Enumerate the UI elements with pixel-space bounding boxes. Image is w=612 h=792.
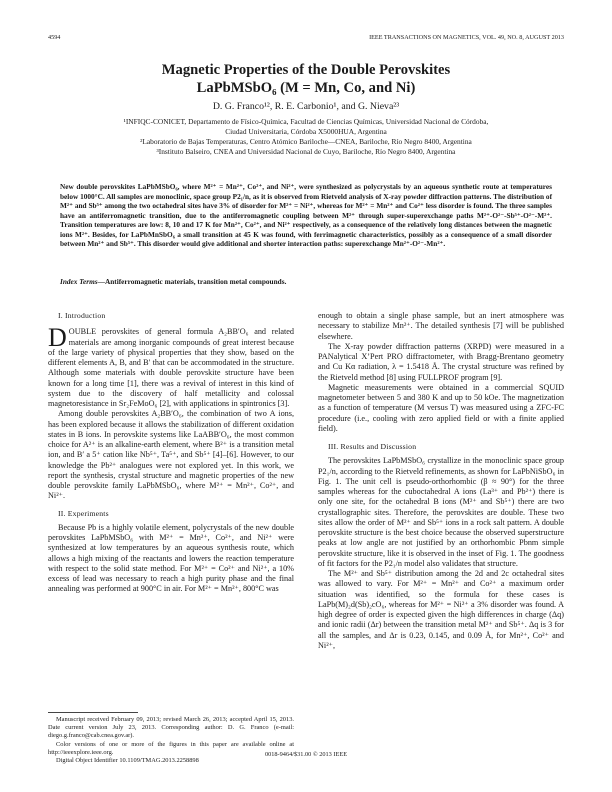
right-column <box>318 311 564 651</box>
footnote-color: Color versions of one or more of the figures in this paper are available online at http://ieeexplore.ieee.org. <box>48 740 294 756</box>
section-heading-introduction: I. Introduction <box>58 311 106 320</box>
affiliation-1-cont: Ciudad Universitaria, Córdoba X5000HUA, Argentina <box>225 127 387 136</box>
experiments-paragraph-2: enough to obtain a single phase sample, but an inert atmosphere was necessary to stabilize Mn²⁺. The detailed synthesis [7] will be published elsewhere. <box>318 311 564 341</box>
running-header: IEEE TRANSACTIONS ON MAGNETICS, VOL. 49, NO. 8, AUGUST 2013 <box>369 34 564 41</box>
index-terms-text: —Antiferromagnetic materials, transition metal compounds. <box>97 277 287 286</box>
results-paragraph-2: The M²⁺ and Sb⁵⁺ distribution among the 2d and 2c octahedral sites was allowed to vary. For M²⁺ = Mn²⁺ and Co²⁺ a maximum order situation was identified, so the formula for these cases is LaPb(M)₂d(Sb)₂cO₆, whereas for M²⁺ = Ni²⁺ a 3% disorder was found. A high degree of order is expected given the high differences in charge (Δq) and ionic radii (Δr) between the transition metal M²⁺ and Sb⁵⁺. Δq is 3 for all the samples, and Δr is 0.23, 0.145, and 0.09 Å, for Mn²⁺, Co²⁺ and Ni²⁺, <box>318 569 564 650</box>
left-column <box>48 311 294 595</box>
footnote-manuscript: Manuscript received February 09, 2013; revised March 26, 2013; accepted April 15, 2013. Date current version July 23, 2013. Corresponding author: D. G. Franco (e-mail: diego.g.franco@cab.cnea.gov.ar). <box>48 716 294 740</box>
drop-cap: D <box>48 323 67 353</box>
affiliation-1: ¹INFIQC-CONICET, Departamento de Físico-Química, Facultad de Ciencias Químicas, Universidad Nacional de Córdoba, <box>123 117 489 126</box>
page-number: 4594 <box>48 34 61 41</box>
results-paragraph-1: The perovskites LaPbMSbO₆ crystallize in the monoclinic space group P2₁/n, according to the Rietveld refinements, as shown for LaPbNiSbO₆ in Fig. 1. The unit cell is pseudo-orthorhombic (β ≈ 90°) for the three samples whereas for the cuboctahedral A ions (La³⁺ and Pb²⁺) there is only one site, for the octahedral B ions (M²⁺ and Sb⁵⁺) there are two crystallographic sites. Therefore, the perovskites are double. These two sites allow the order of M²⁺ and Sb⁵⁺ ions in a rock salt pattern. A double perovskite structure is the best choice because the observed superstructure peaks at low angle are not justified by an orthorhombic Pbnm simple perovskite structure, like it is observed in the inset of Fig. 1. The goodness of fit factors for the P2₁/n model also validates that structure. <box>318 456 564 568</box>
abstract: New double perovskites LaPbMSbO₆, where M²⁺ = Mn²⁺, Co²⁺, and Ni²⁺, were synthesized as polycrystals by an aqueous synthetic route at temperatures below 1000°C. All samples are monoclinic, space group P2₁/n, as it is observed from Rietveld analysis of X-ray powder diffraction patterns. The distribution of M²⁺ and Sb⁵⁺ among the two octahedral sites have 3% of disorder for M²⁺ = Ni²⁺, whereas for M²⁺ = Mn²⁺ and Co²⁺ less disorder is found. The three samples have an antiferromagnetic transition, due to the antiferromagnetic coupling between M²⁺ through super-superexchange paths M²⁺-O²⁻-Sb⁵⁺-O²⁻-M²⁺. Transition temperatures are low: 8, 10 and 17 K for Mn²⁺, Co²⁺, and Ni²⁺ respectively, as a consequence of the relatively long distances between the magnetic ions M²⁺. Besides, for LaPbMnSbO₆ a small transition at 45 K was found, with ferrimagnetic characteristics, possibly as a consequence of a small disorder between Mn²⁺ and Sb⁵⁺. This disorder would give additional and shorter interaction paths: superexchange Mn²⁺-O²⁻-Mn²⁺. <box>60 182 552 248</box>
section-heading-experiments: II. Experiments <box>58 508 109 518</box>
footnote-rule <box>48 712 138 713</box>
experiments-paragraph-1: Because Pb is a highly volatile element, polycrystals of the new double perovskites LaPbMSbO₆ with M²⁺ = Mn²⁺, Co²⁺, and Ni²⁺ were synthesized at low temperatures by an aqueous synthesis route, which allows a high mixing of the reactants and lowers the reaction temperature with respect to the solid state method. For M²⁺ = Co²⁺ and Ni²⁺, a 10% excess of lead was necessary to reach a high purity phase and the final annealing was performed at 900°C in air. For M²⁺ = Mn²⁺, 800°C was <box>48 522 294 594</box>
experiments-paragraph-4: Magnetic measurements were obtained in a commercial SQUID magnetometer between 5 and 380 K and up to 50 kOe. The magnetization as a function of temperature (M versus T) was measured using a ZFC-FC procedure (i.e., cooling with zero applied field or with a finite applied field). <box>318 382 564 433</box>
section-heading-results: III. Results and Discussion <box>328 442 417 451</box>
intro-paragraph-2: Among double perovskites A₂BB′O₆, the combination of two A ions, has been explored because it allows the stabilization of different oxidation states in B ions. In perovskite systems like LaABB′O₆, the most common choice for A²⁺ is an alkaline-earth element, where B²⁺ is a transition metal ion, and B′ a 5⁺ cation like Nb⁵⁺, Ta⁵⁺, and Sb⁵⁺ [4]–[6]. However, to our knowledge the Pb²⁺ analogues were not explored yet. In this work, we report the synthesis, crystal structure and magnetic properties of the new double perovskite family LaPbMSbO₆, where M²⁺ = Mn²⁺, Co²⁺, and Ni²⁺. <box>48 409 294 501</box>
index-terms-label: Index Terms <box>60 277 98 286</box>
paper-title-line2: LaPbMSbO₆ (M = Mn, Co, and Ni) <box>196 80 416 96</box>
intro-paragraph-1-text: OUBLE perovskites of general formula A₂BB′O₆ and related materials are among inorganic compounds of great interest because of the large variety of physical properties that they show, based on the different elements A, B, and B′ that can be accommodated in the structure. Although some materials with double perovskite structure have been known for a long time [1], there was a revival of interest in this kind of system due to the discovery of half metallicity and colossal magnetoresistance in Sr₂FeMoO₆ [2], with applications in spintronics [3]. <box>48 327 294 408</box>
affiliation-3: ³Instituto Balseiro, CNEA and Universidad Nacional de Cuyo, Bariloche, Río Negro 8400, Argentina <box>156 147 456 156</box>
index-terms <box>60 277 552 287</box>
author-list: D. G. Franco¹², R. E. Carbonio¹, and G. Nieva²³ <box>212 101 400 112</box>
intro-paragraph-1 <box>48 323 294 409</box>
copyright-line: 0018-9464/$31.00 © 2013 IEEE <box>264 751 348 758</box>
experiments-paragraph-3: The X-ray powder diffraction patterns (XRPD) were measured in a PANalytical X’Pert PRO diffractometer, with Bragg-Brentano geometry and Cu Kα radiation, λ = 1.5418 Å. The crystal structure was refined by the Rietveld method [8] using FULLPROF program [9]. <box>318 341 564 382</box>
paper-title-line1: Magnetic Properties of the Double Perovskites <box>161 62 451 78</box>
affiliation-2: ²Laboratorio de Bajas Temperaturas, Centro Atómico Bariloche—CNEA, Bariloche, Río Negro 8400, Argentina <box>140 137 472 146</box>
footnote-doi: Digital Object Identifier 10.1109/TMAG.2013.2258898 <box>56 757 199 765</box>
